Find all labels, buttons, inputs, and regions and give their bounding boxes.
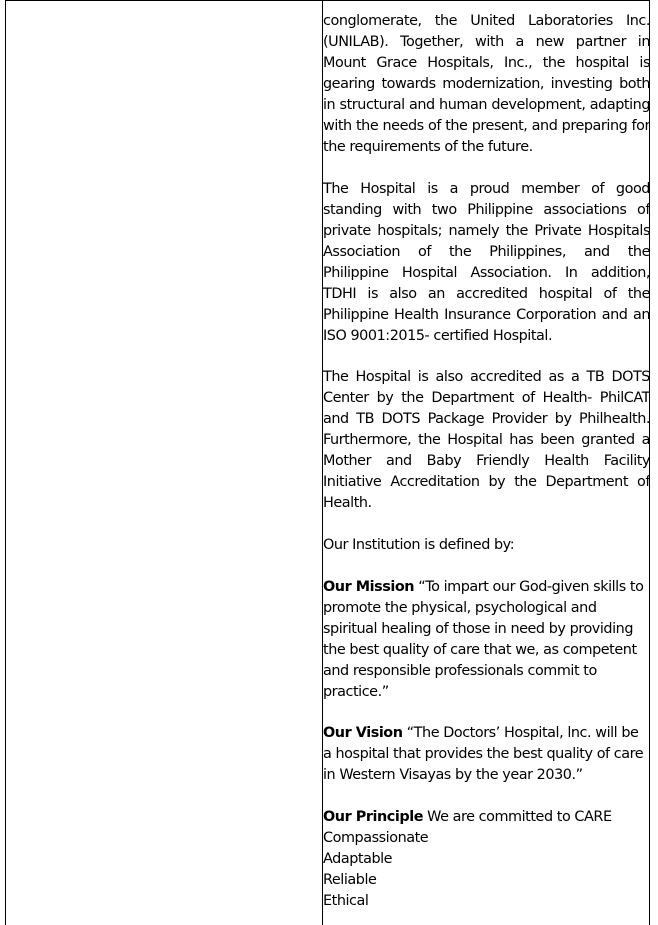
principle-block xyxy=(323,807,650,912)
vision-text: “The Doctors’ Hospital, lnc. will be a hospital that provides the best quality of care in Western Visayas by the year 2030.” xyxy=(323,725,644,783)
mission-text: “To impart our God-given skills to promote the physical, psychological and spiritual healing of those in need by providing the best quality of care that we, as competent and responsible professionals commit to practice.” xyxy=(323,579,644,700)
principle-heading xyxy=(323,807,650,828)
vision-label: Our Vision xyxy=(323,725,403,741)
principle-item-ethical: Ethical xyxy=(323,893,369,909)
right-column-cell xyxy=(323,1,650,925)
defined-by-paragraph: Our Institution is defined by: xyxy=(323,537,515,553)
principle-text: We are committed to CARE xyxy=(423,809,612,825)
principle-item-adaptable: Adaptable xyxy=(323,851,393,867)
vision-paragraph xyxy=(323,723,650,786)
document-table xyxy=(5,0,650,925)
left-column-cell xyxy=(6,1,321,925)
accreditation-paragraph: The Hospital is also accredited as a TB DOTS Center by the Department of Health- PhilCAT and TB DOTS Package Provider by Philhealth. Furthermore, the Hospital has been granted a Mother and Baby Friendly Health Facility Initiative Accreditation by the Department of Health. xyxy=(323,369,650,511)
principle-item-compassionate: Compassionate xyxy=(323,830,429,846)
principle-item-reliable: Reliable xyxy=(323,872,377,888)
membership-paragraph: The Hospital is a proud member of good standing with two Philippine associations of private hospitals; namely the Private Hospitals Association of the Philippines, and the Philippine Hospital Association. In addition, TDHI is also an accredited hospital of the Philippine Health Insurance Corporation and an ISO 9001:2015- certified Hospital. xyxy=(323,181,650,344)
mission-paragraph xyxy=(323,577,650,703)
principle-label: Our Principle xyxy=(323,809,424,825)
intro-continuation-paragraph: conglomerate, the United Laboratories Inc. (UNILAB). Together, with a new partner in Mount Grace Hospitals, Inc., the hospital is gearing towards modernization, investing both in structural and human development, adapting with the needs of the present, and preparing for the requirements of the future. xyxy=(323,13,650,155)
mission-label: Our Mission xyxy=(323,579,415,595)
